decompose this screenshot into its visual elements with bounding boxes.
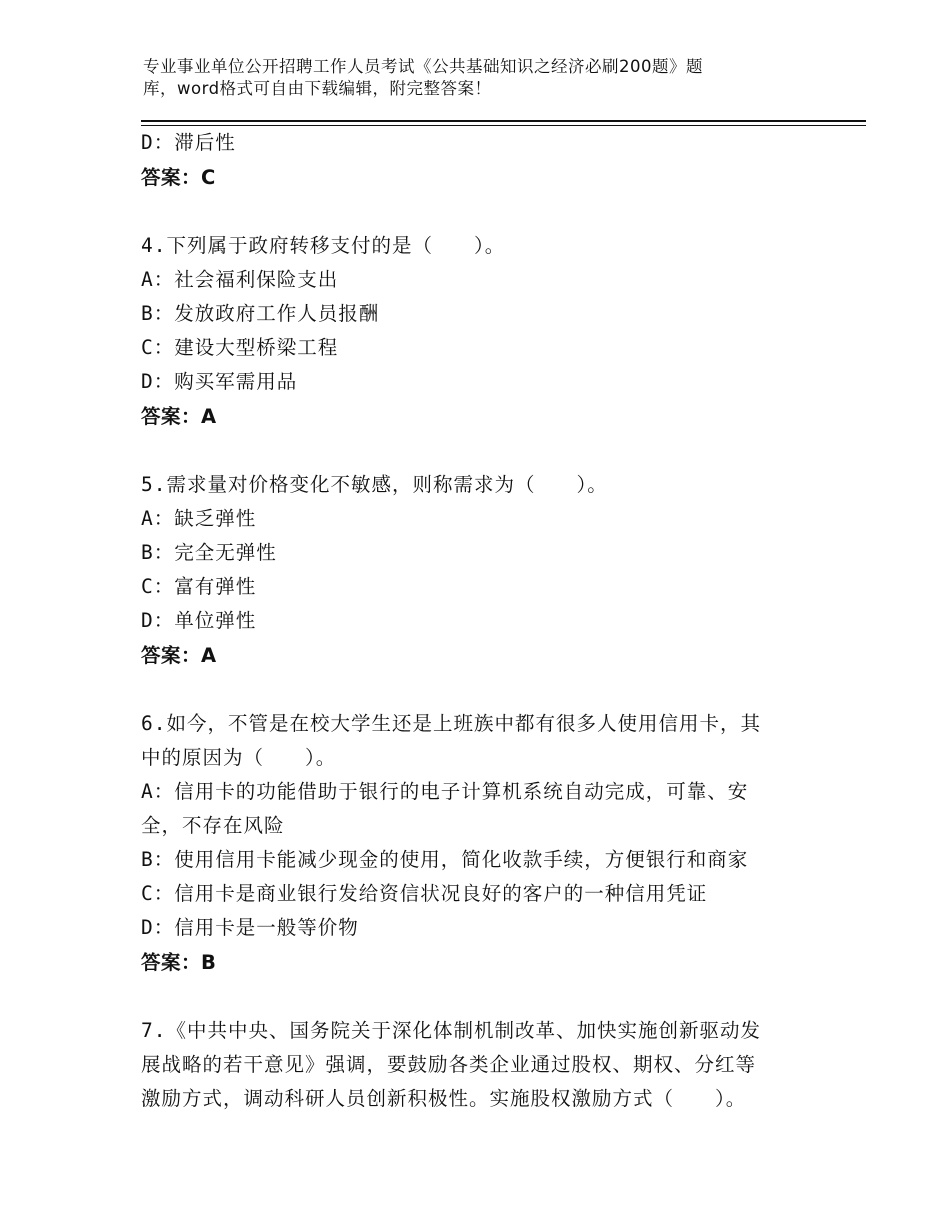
answer: 答案：C bbox=[141, 166, 216, 189]
title-line-1: 专业事业单位公开招聘工作人员考试《公共基础知识之经济必刷200题》题 bbox=[143, 57, 703, 76]
question-stem: 5.需求量对价格变化不敏感，则称需求为（ ）。 bbox=[141, 473, 608, 496]
question-stem-line-1: 7.《中共中央、国务院关于深化体制机制改革、加快实施创新驱动发 bbox=[141, 1019, 761, 1042]
option-d: D：单位弹性 bbox=[141, 609, 257, 632]
option-d: D：信用卡是一般等价物 bbox=[141, 916, 359, 939]
option-a: A：信用卡的功能借助于银行的电子计算机系统自动完成，可靠、安 bbox=[141, 780, 749, 803]
header-rule-thick bbox=[141, 120, 866, 122]
option-c: C：信用卡是商业银行发给资信状况良好的客户的一种信用凭证 bbox=[141, 882, 708, 905]
header-rule-thin bbox=[141, 125, 866, 126]
option-c: C：富有弹性 bbox=[141, 575, 257, 598]
document-title bbox=[143, 56, 803, 100]
question-stem: 4.下列属于政府转移支付的是（ ）。 bbox=[141, 234, 506, 257]
question-stem-line-3: 激励方式，调动科研人员创新积极性。实施股权激励方式（ ）。 bbox=[141, 1087, 747, 1110]
option-a: A：缺乏弹性 bbox=[141, 507, 257, 530]
title-line-2: 库，word格式可自由下载编辑，附完整答案！ bbox=[143, 79, 492, 98]
answer: 答案：A bbox=[141, 405, 217, 428]
option-c: C：建设大型桥梁工程 bbox=[141, 336, 339, 359]
question-stem-line-2: 中的原因为（ ）。 bbox=[141, 746, 337, 769]
answer: 答案：A bbox=[141, 644, 217, 667]
option-a-continued: 全，不存在风险 bbox=[141, 814, 285, 837]
option-d: D：购买军需用品 bbox=[141, 370, 298, 393]
option-b: B：使用信用卡能减少现金的使用，简化收款手续，方便银行和商家 bbox=[141, 848, 749, 871]
option-b: B：完全无弹性 bbox=[141, 541, 277, 564]
question-stem-line-2: 展战略的若干意见》强调，要鼓励各类企业通过股权、期权、分红等 bbox=[141, 1053, 757, 1076]
option-a: A：社会福利保险支出 bbox=[141, 268, 339, 291]
option-d: D：滞后性 bbox=[141, 131, 236, 154]
question-stem-line-1: 6.如今，不管是在校大学生还是上班族中都有很多人使用信用卡，其 bbox=[141, 712, 761, 735]
answer: 答案：B bbox=[141, 951, 217, 974]
option-b: B：发放政府工作人员报酬 bbox=[141, 302, 380, 325]
